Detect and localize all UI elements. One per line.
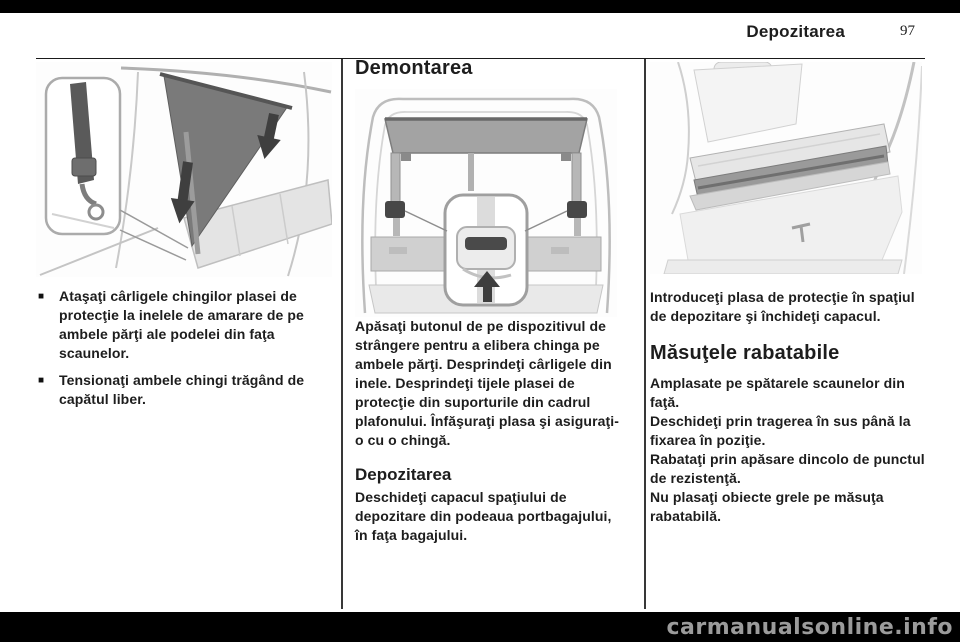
column-divider-right [644, 59, 646, 609]
removal-paragraph: Apăsaţi butonul de pe dispozitivul de strângere pentru a elibera chinga pe ambele părţi. Desprindeţi cârligele din inele. Desprindeţi tijele plasei de protecţie din suporturile din cadrul plafonului. Înfăşuraţi plasa şi asiguraţi-o cu o chingă. [355, 318, 620, 448]
instruction-list [36, 287, 332, 409]
strap-right [572, 153, 581, 209]
strap-left [391, 153, 400, 209]
section-title: Depozitarea [746, 22, 845, 41]
list-item [36, 287, 332, 363]
stowing-paragraph: Deschideţi capacul spaţiului de depozitare din podeaua portbagajului, în faţa bagajului. [355, 489, 612, 543]
stow-insert-paragraph: Introduceţi plasa de protecţie în spaţiul de depozitare şi închideţi capacul. [650, 289, 915, 324]
figure-straps-tensioner [355, 89, 617, 317]
figure-net-installed [36, 62, 332, 277]
bumper-sill [664, 260, 902, 274]
tensioner-right [567, 201, 587, 218]
tables-paragraph: Nu plasaţi obiecte grele pe măsuţa rabatabilă. [650, 489, 884, 524]
tables-paragraph: Amplasate pe spătarele scaunelor din faţă. [650, 375, 905, 410]
column-divider-left [341, 59, 343, 609]
protective-net-rolled-shelf [385, 119, 587, 153]
bullet-icon: ■ [38, 375, 45, 386]
tensioner-left [385, 201, 405, 218]
list-item [36, 371, 332, 409]
section-heading-demontarea: Demontarea [355, 57, 473, 79]
strap-buckle [72, 158, 96, 176]
tables-paragraph: Deschideţi prin tragerea în sus până la fixarea în poziţie. [650, 413, 911, 448]
figure-storage-compartment [650, 62, 922, 274]
column-left [36, 62, 332, 409]
tables-paragraph: Rabataţi prin apăsare dincolo de punctul de rezistenţă. [650, 451, 925, 486]
floor-panel-left [371, 237, 455, 271]
watermark: carmanualsonline.info [666, 615, 953, 640]
subsection-heading-depozitarea: Depozitarea [355, 465, 452, 484]
instruction-text: Tensionaţi ambele chingi trăgând de capătul liber. [59, 372, 305, 407]
section-heading-masutele: Măsuţele rabatabile [650, 342, 840, 364]
release-button [465, 237, 507, 250]
page-number: 97 [900, 23, 915, 39]
page-header [36, 8, 925, 54]
bullet-icon: ■ [38, 291, 45, 302]
column-middle [355, 57, 625, 545]
column-right [650, 62, 926, 526]
instruction-text: Ataşaţi cârligele chingilor plasei de protecţie la inelele de amarare de pe ambele părţi ale podelei din faţa scaunelor. [59, 288, 304, 361]
